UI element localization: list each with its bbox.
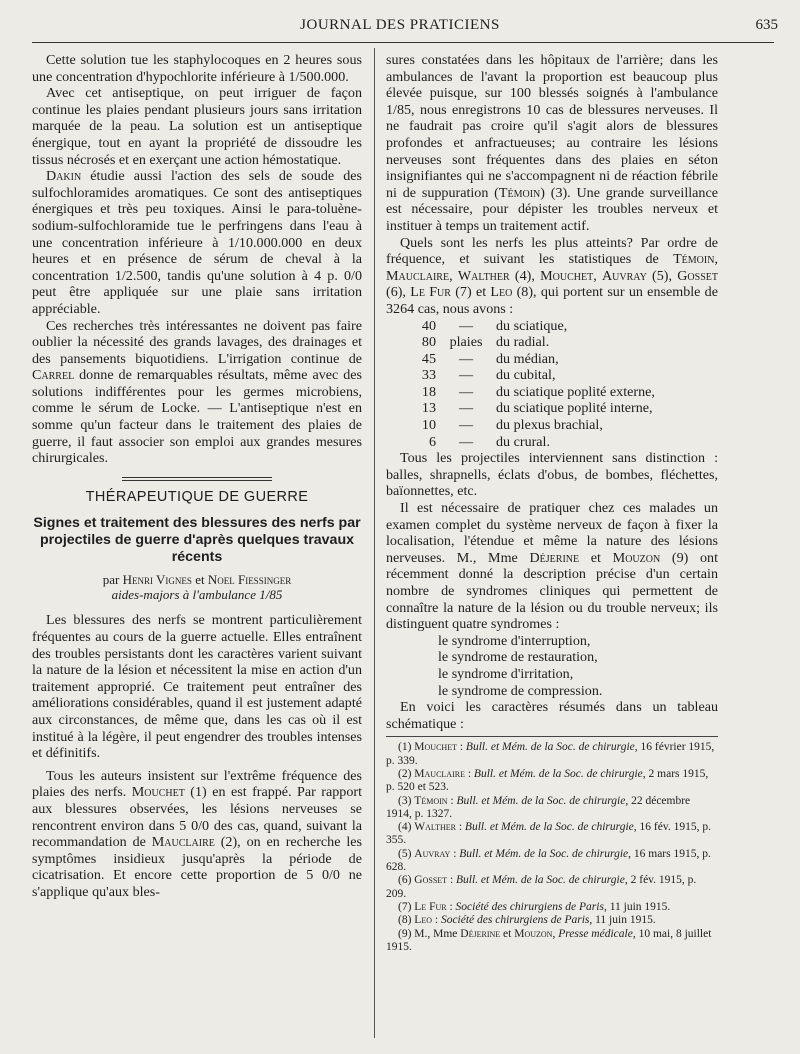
footnote — [386, 795, 718, 822]
author-name: Mauclaire — [386, 267, 450, 284]
separator: : — [447, 794, 457, 807]
stat-row — [386, 318, 718, 335]
author-name: Mouchet — [540, 267, 594, 284]
footnote-detail: , 10 mai, 8 juillet 1915. — [386, 927, 712, 953]
stat-count: 45 — [421, 350, 436, 367]
separator: : — [446, 900, 456, 913]
separator: (6), — [386, 284, 411, 301]
footnote-number: (3) — [398, 794, 415, 807]
footnote-number: (1) — [398, 741, 415, 754]
footnote-detail: , 2 fév. 1915, p. 209. — [386, 874, 697, 900]
paragraph-text: Il est nécessaire de pratiquer chez ces malades un examen complet du système nerveux de façon à fixer la localisation, l'étendue et même la nature des lésions nerveuses. M., Mme — [386, 500, 718, 566]
footnote — [386, 901, 718, 914]
separator: (5), — [646, 267, 678, 284]
byline-prefix: par — [102, 572, 123, 588]
footnote — [386, 874, 718, 901]
footnote-number: (5) — [398, 847, 415, 860]
syndrome-item: le syndrome de restauration, — [438, 649, 598, 666]
stat-dash: — — [458, 383, 474, 400]
stat-row — [386, 334, 718, 351]
footnote-detail: , 11 juin 1915. — [589, 914, 656, 927]
paragraph — [386, 235, 718, 318]
footnote-source: Bull. et Mém. de la Soc. de chirurgie — [464, 821, 634, 834]
stat-label: du médian, — [496, 350, 559, 367]
header-rule — [32, 42, 774, 43]
section-title: THÉRAPEUTIQUE DE GUERRE — [85, 488, 309, 505]
article-title: Signes et traitement des blessures des nerfs par projectiles de guerre d'après quelques travaux récents — [33, 515, 361, 566]
author-name: Leo — [414, 914, 432, 927]
footnote-detail: , 2 mars 1915, p. 520 et 523. — [386, 767, 709, 794]
stat-row — [386, 384, 718, 401]
author-name: Leo — [490, 284, 513, 301]
stat-row — [386, 434, 718, 451]
footnote-number: (2) — [398, 767, 415, 780]
footnote — [386, 768, 718, 795]
paragraph: Cette solution tue les staphylocoques en 2 heures sous une concentration d'hypochlorite inférieure à 1/500.000. — [32, 52, 362, 85]
stat-dash: — — [458, 367, 474, 384]
footnote-detail: , 16 février 1915, p. 339. — [386, 741, 715, 767]
author-name: Mouzon — [612, 549, 661, 566]
stat-count: 80 — [421, 334, 436, 351]
separator: , — [714, 251, 718, 268]
author-name: Déjerine — [460, 927, 501, 940]
author-name: Gosset — [414, 874, 448, 887]
stat-dash: — — [458, 417, 474, 434]
stat-count: 33 — [421, 367, 436, 384]
paragraph-text: Ces recherches très intéressantes ne doivent pas faire oublier la nécessité des grands lavages, des drainages et des pansements biquotidiens. L'irrigation continue de — [32, 317, 362, 367]
separator: (7) et — [450, 284, 491, 301]
paragraph: Avec cet antiseptique, on peut irriguer de façon continue les plaies pendant plusieurs jours sans irritation marquée de la peau. La solution est un antiseptique énergique, tout en ayant la propriété de dissoudre les tissus nécrosés et en exerçant une action hémostatique. — [32, 85, 362, 168]
stat-dash: — — [458, 317, 474, 334]
author-name: Walther — [414, 821, 456, 834]
syndrome-item: le syndrome d'irritation, — [438, 665, 574, 682]
footnote-source: Bull. et Mém. de la Soc. de chirurgie — [473, 767, 643, 780]
stat-dash: — — [458, 400, 474, 417]
stat-label: du radial. — [496, 334, 550, 351]
byline-role: aides-majors à l'ambulance 1/85 — [111, 587, 283, 603]
footnote-detail: , 11 juin 1915. — [603, 900, 671, 913]
author-name: Mouchet — [414, 741, 457, 754]
stat-label: du crural. — [496, 433, 551, 450]
footnote-rule — [386, 736, 718, 737]
stat-label: du cubital, — [496, 367, 556, 384]
separator: (4), — [509, 267, 541, 284]
section-divider — [122, 477, 272, 481]
footnote — [386, 914, 718, 927]
author-name: Mouchet — [131, 784, 185, 801]
footnote-source: Bull. et Mém. de la Soc. de chirurgie — [465, 741, 635, 754]
right-column — [386, 52, 718, 954]
author-name: Mauclaire — [414, 767, 465, 780]
footnote-source: Bull. et Mém. de la Soc. de chirurgie — [456, 794, 626, 807]
nerve-statistics — [386, 318, 718, 451]
footnote-detail: , 16 mars 1915, p. 628. — [386, 847, 711, 874]
paragraph-text: ) (3). Une grande surveillance est nécessaire, pour dépister les troubles nerveux et instituer à temps un traitement actif. — [386, 184, 718, 234]
footnote-source: Société des chirurgiens de Paris — [455, 900, 604, 913]
byline-and: et — [191, 572, 208, 588]
paragraph-text: (9) ont récemment donné la description précise d'un certain nombre de syndromes cliniques qui permettent de connaître la nature de la lésion ou du trouble nerveux; ils distinguent quatre syndromes : — [386, 549, 718, 633]
author-name: Mouzon — [514, 927, 553, 940]
paragraph-text: (2), on en recherche les symptômes insidieux jusqu'après la période de cicatrisation. Et encore cette proportion de 5 0/0 ne s'applique qu'aux bles- — [32, 834, 362, 900]
stat-count: 18 — [421, 383, 436, 400]
stat-dash: — — [458, 433, 474, 450]
footnote — [386, 848, 718, 875]
paragraph-text: (8), qui portent sur un ensemble de 3264 cas, nous avons : — [386, 284, 718, 317]
author-name: Déjerine — [529, 549, 580, 566]
author-name: Auvray — [414, 847, 451, 860]
footnote — [386, 821, 718, 848]
footnote-number: (8) — [398, 914, 415, 927]
separator: : — [455, 821, 465, 834]
paragraph: Tous les projectiles interviennent sans distinction : balles, shrapnells, éclats d'obus, de bombes, fléchettes, baïonnettes, etc. — [386, 450, 718, 500]
stat-label: du plexus brachial, — [496, 417, 603, 434]
stat-label: du sciatique, — [496, 317, 568, 334]
author-name: Témoin — [498, 184, 541, 201]
syndrome-item: le syndrome d'interruption, — [438, 632, 591, 649]
paragraph — [386, 500, 718, 633]
separator: : — [447, 874, 457, 887]
footnote-detail: , 22 décembre 1914, p. 1327. — [386, 794, 691, 820]
author-name: Noel Fiessinger — [207, 572, 292, 588]
stat-row — [386, 417, 718, 434]
paragraph-text: sures constatées dans les hôpitaux de l'arrière; dans les ambulances de l'avant la proportion est beaucoup plus élevée puisque, sur 100 blessés soignés à l'ambulance 1/85, nous enregistrons 10 cas de blessures nerveuses. Il ne faudrait pas croire qu'il s'agit alors de blessures profondes et anfractueuses; au contraire les lésions nerveuses sont fréquentes dans des plaies en séton insignifiantes qui ne s'accompagnent ni de réaction fébrile ni de suppuration ( — [386, 52, 718, 201]
stat-dash: plaies — [449, 334, 483, 351]
separator: et — [500, 927, 515, 940]
footnotes — [386, 741, 718, 954]
footnote-number: (7) — [398, 900, 415, 913]
paragraph — [32, 168, 362, 317]
byline — [32, 572, 362, 587]
journal-title: JOURNAL DES PRATICIENS — [300, 17, 500, 33]
footnote-number: (6) — [398, 874, 415, 887]
stat-row — [386, 367, 718, 384]
separator: : — [432, 914, 441, 927]
footnote — [386, 928, 718, 955]
footnote — [386, 741, 718, 768]
syndrome-item: le syndrome de compression. — [438, 682, 603, 699]
paragraph — [32, 318, 362, 467]
column-divider — [374, 48, 375, 1038]
footnote-source: Bull. et Mém. de la Soc. de chirurgie — [456, 874, 625, 887]
page-number: 635 — [755, 17, 778, 33]
paragraph-text: Tous les auteurs insistent sur l'extrême fréquence des plaies des nerfs. — [32, 767, 362, 801]
paragraph — [386, 52, 718, 235]
author-name: Carrel — [32, 367, 75, 384]
paragraph-text: (1) en est frappé. Par rapport aux blessures observées, les lésions nerveuses se rencontrent environ dans 5 0/0 des cas, quand, suivant la recommandation de — [32, 784, 362, 851]
paragraph-text: étudie aussi l'action des sels de soude des sulfochloramides aromatiques. Ce sont des antiseptiques énergiques et très peu toxiques. Ainsi le para-toluène-sodium-sulfochloramide tue le perfringens dans l'eau à une concentration inférieure à 1/10.000.000 en deux heures et en présence de sérum de cheval à la concentration 1/2.500, tandis qu'une solution à 4 p. 0/0 peut être appliquée sur une plaie sans irritation appréciable. — [32, 168, 362, 317]
paragraph-text: donne de remarquables résultats, même avec des solutions indifférentes pour les germes microbiens, comme le sérum de Locke. — L'antiseptique n'est en somme qu'un facteur dans le traitement des plaies de guerre, il faut associer son emploi aux grandes mesures chirurgicales. — [32, 367, 362, 467]
author-name: Walther — [457, 267, 510, 284]
stat-count: 6 — [428, 433, 436, 450]
paragraph: En voici les caractères résumés dans un tableau schématique : — [386, 699, 718, 732]
stat-row — [386, 351, 718, 368]
separator: : — [464, 767, 474, 780]
separator: , — [593, 267, 602, 284]
stat-dash: — — [458, 350, 474, 367]
author-name: Témoin — [414, 794, 448, 807]
footnote-source: Presse médicale — [558, 927, 633, 940]
author-name: Dakin — [46, 168, 82, 185]
footnote-number: (4) — [398, 821, 415, 834]
stat-label: du sciatique poplité externe, — [496, 383, 655, 400]
stat-count: 13 — [421, 400, 436, 417]
left-column — [32, 52, 362, 901]
author-name: Gosset — [677, 267, 718, 284]
paragraph — [32, 768, 362, 901]
stat-count: 10 — [421, 417, 436, 434]
author-name: Mauclaire — [151, 834, 215, 851]
stat-count: 40 — [421, 317, 436, 334]
author-name: Témoin — [673, 251, 715, 268]
author-name: Le Fur — [414, 900, 447, 913]
running-head — [0, 14, 800, 40]
stat-label: du sciatique poplité interne, — [496, 400, 653, 417]
footnote-source: Société des chirurgiens de Paris — [440, 914, 590, 927]
separator: : — [456, 741, 466, 754]
separator: et — [579, 549, 613, 566]
footnote-number: (9) M., Mme — [398, 927, 461, 940]
author-name: Auvray — [601, 267, 647, 284]
paragraph-text: Quels sont les nerfs les plus atteints? Par ordre de fréquence, et suivant les statistiques de — [386, 234, 718, 268]
separator: , — [552, 927, 559, 940]
footnote-source: Bull. et Mém. de la Soc. de chirurgie — [459, 847, 629, 860]
paragraph: Les blessures des nerfs se montrent particulièrement fréquentes au cours de la guerre actuelle. Elles entraînent des troubles persistants dont les caractères varient suivant la nature de la lésion et nécessitent la mise en action d'un traitement approprié. Ce traitement peut entraîner des améliorations considérables, quand il est justement adapté aux circonstances, de même que, dans les cas où il est institué à la légère, il peut engendrer des troubles intenses et définitifs. — [32, 612, 362, 762]
separator: : — [450, 847, 460, 860]
separator: , — [449, 267, 458, 284]
stat-row — [386, 400, 718, 417]
author-name: Henri Vignes — [122, 572, 192, 588]
author-name: Le Fur — [410, 284, 451, 301]
footnote-detail: , 16 fév. 1915, p. 355. — [386, 821, 711, 847]
